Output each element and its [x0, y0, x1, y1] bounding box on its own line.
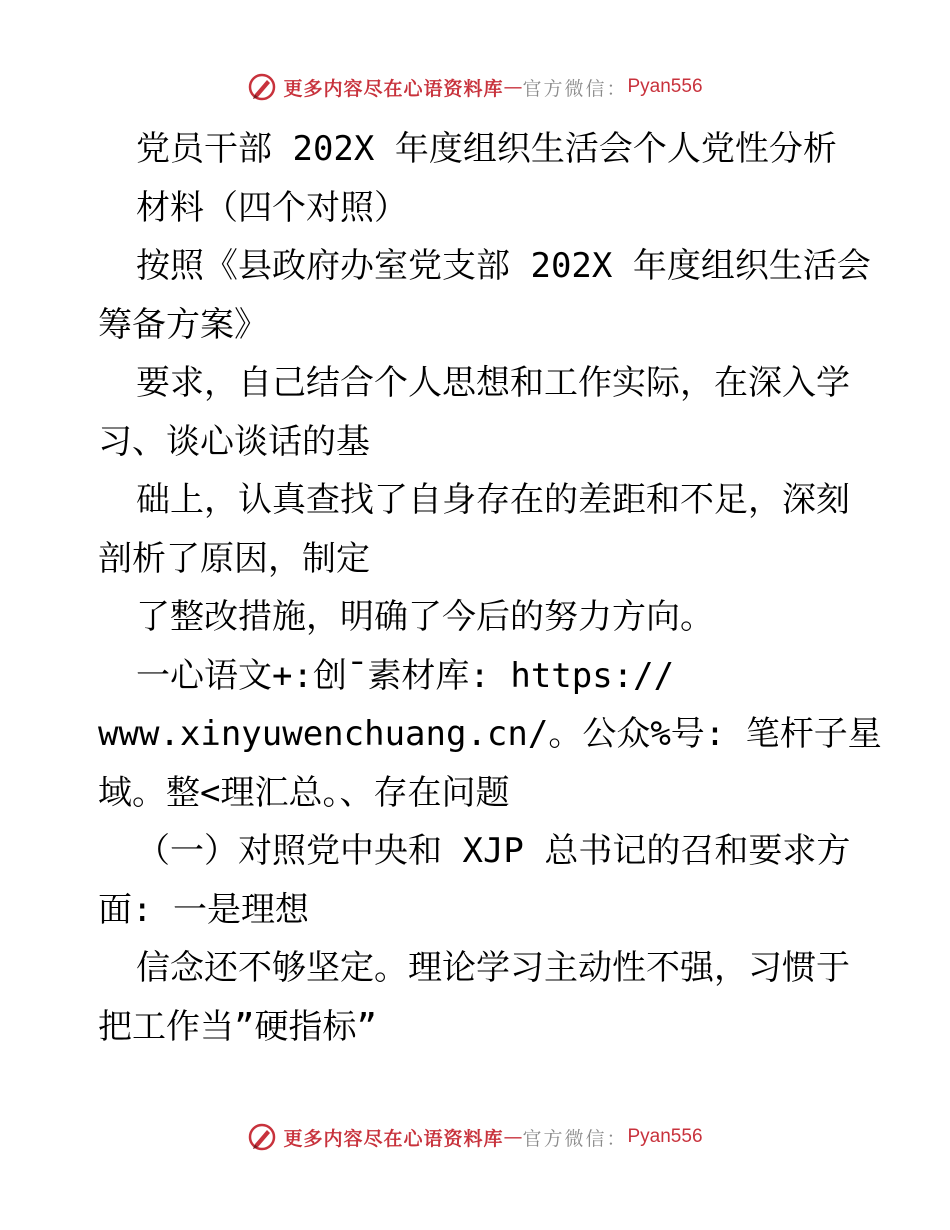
text-line: 要求，自己结合个人思想和工作实际，在深入学 [136, 363, 850, 403]
text-line: 材料（四个对照） [136, 187, 408, 228]
text-line: 信念还不够坚定。理论学习主动性不强，习惯于 [136, 948, 850, 988]
text-line: 党员干部 202X 年度组织生活会个人党性分析 [136, 129, 837, 169]
watermark-dash: — [503, 76, 523, 98]
text-line: 了整改措施，明确了今后的努力方向。 [136, 597, 714, 637]
text-line: 筹备方案》 [98, 304, 268, 345]
text-line: 域。整<理汇总。、存在问题 [98, 772, 510, 813]
text-line: （一）对照党中央和 XJP 总书记的召和要求方 [136, 831, 851, 871]
watermark-brand: 更多内容尽在心语资料库 [283, 1127, 504, 1150]
watermark-wechat-id: Pyan556 [627, 1126, 703, 1147]
watermark-wechat-label: 官方微信： [522, 77, 628, 100]
footer-watermark [0, 1122, 950, 1152]
text-line: 把工作当”硬指标” [98, 1006, 377, 1047]
text-line: 一心语文+:创¯素材库: https:// [136, 655, 675, 696]
watermark-brand: 更多内容尽在心语资料库 [283, 77, 504, 100]
text-line: 习、谈心谈话的基 [98, 421, 370, 462]
text-line: 面: 一是理想 [98, 889, 309, 930]
header-watermark [0, 72, 950, 102]
document-body [98, 120, 882, 1056]
text-line: 按照《县政府办室党支部 202X 年度组织生活会 [136, 246, 871, 286]
watermark-wechat-label: 官方微信： [522, 1127, 628, 1150]
text-line: 础上，认真查找了自身存在的差距和不足，深刻 [136, 480, 850, 520]
watermark-dash: — [503, 1126, 523, 1148]
pen-logo-icon [247, 1122, 277, 1152]
watermark-wechat-id: Pyan556 [627, 76, 703, 97]
text-line: www.xinyuwenchuang.cn/。公众%号: 笔杆子星 [98, 714, 882, 754]
text-line: 剖析了原因，制定 [98, 538, 370, 579]
pen-logo-icon [247, 72, 277, 102]
